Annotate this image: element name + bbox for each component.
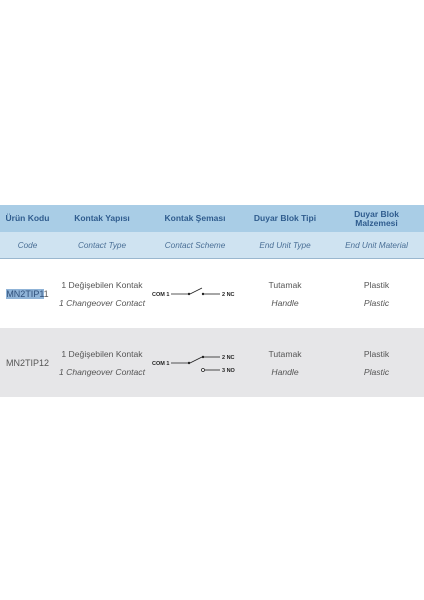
end-unit-type-en: Handle <box>271 297 299 308</box>
header-contact-scheme: Kontak Şeması <box>164 213 226 224</box>
header-material-line2: Malzemesi <box>355 217 398 228</box>
product-code <box>0 259 55 328</box>
product-code: MN2TIP12 <box>5 357 49 368</box>
end-unit-material-en: Plastic <box>363 297 390 308</box>
table-subheader-row <box>0 232 424 258</box>
contact-type-tr: 1 Değişebilen Kontak <box>61 279 143 290</box>
end-unit-type-cell <box>241 259 329 328</box>
end-unit-material-tr: Plastik <box>363 279 390 290</box>
product-code-suffix: 1 <box>43 288 49 299</box>
scheme-switch-blade <box>190 357 202 363</box>
contact-type-tr: 1 Değişebilen Kontak <box>61 348 143 359</box>
scheme-com-terminal <box>188 292 190 294</box>
end-unit-material-en: Plastic <box>363 366 390 377</box>
scheme-no-terminal <box>202 368 205 371</box>
contact-type-en: 1 Changeover Contact <box>59 297 145 308</box>
scheme-nc-terminal <box>202 292 204 294</box>
end-unit-type-tr: Tutamak <box>268 279 302 290</box>
subheader-code: Code <box>17 240 38 250</box>
scheme-nc-label: 2 NC <box>222 291 235 298</box>
header-contact-type: Kontak Yapısı <box>74 213 130 224</box>
scheme-switch-blade <box>190 288 202 294</box>
scheme-nc-label: 2 NC <box>222 354 235 361</box>
changeover-scheme-diagram <box>150 281 240 307</box>
header-end-unit-type: Duyar Blok Tipi <box>253 213 317 224</box>
end-unit-type-en: Handle <box>271 366 299 377</box>
product-table <box>0 205 424 397</box>
subheader-end-unit-material: End Unit Material <box>345 240 408 250</box>
end-unit-type-cell <box>241 328 329 397</box>
subheader-contact-scheme: Contact Scheme <box>164 240 226 250</box>
table-header-row <box>0 205 424 232</box>
scheme-nc-terminal <box>202 355 204 357</box>
contact-scheme-cell <box>149 259 241 328</box>
header-material-line1: Duyar Blok <box>354 208 399 219</box>
table-row <box>0 259 424 328</box>
contact-type-cell <box>55 259 149 328</box>
subheader-contact-type: Contact Type <box>77 240 127 250</box>
scheme-com-terminal <box>188 361 190 363</box>
product-code-highlight: MN2TIP1 <box>6 288 44 299</box>
end-unit-material-cell <box>329 259 424 328</box>
end-unit-material-cell <box>329 328 424 397</box>
header-code: Ürün Kodu <box>5 213 50 224</box>
contact-scheme-cell <box>149 328 241 397</box>
contact-type-en: 1 Changeover Contact <box>59 366 145 377</box>
header-end-unit-material <box>329 205 424 232</box>
table-row <box>0 328 424 397</box>
changeover-scheme-diagram <box>150 348 240 378</box>
end-unit-type-tr: Tutamak <box>268 348 302 359</box>
contact-type-cell <box>55 328 149 397</box>
scheme-no-label: 3 NO <box>222 367 235 374</box>
scheme-com-label: COM 1 <box>152 291 170 298</box>
scheme-com-label: COM 1 <box>152 360 170 367</box>
end-unit-material-tr: Plastik <box>363 348 390 359</box>
subheader-end-unit-type: End Unit Type <box>259 240 311 250</box>
